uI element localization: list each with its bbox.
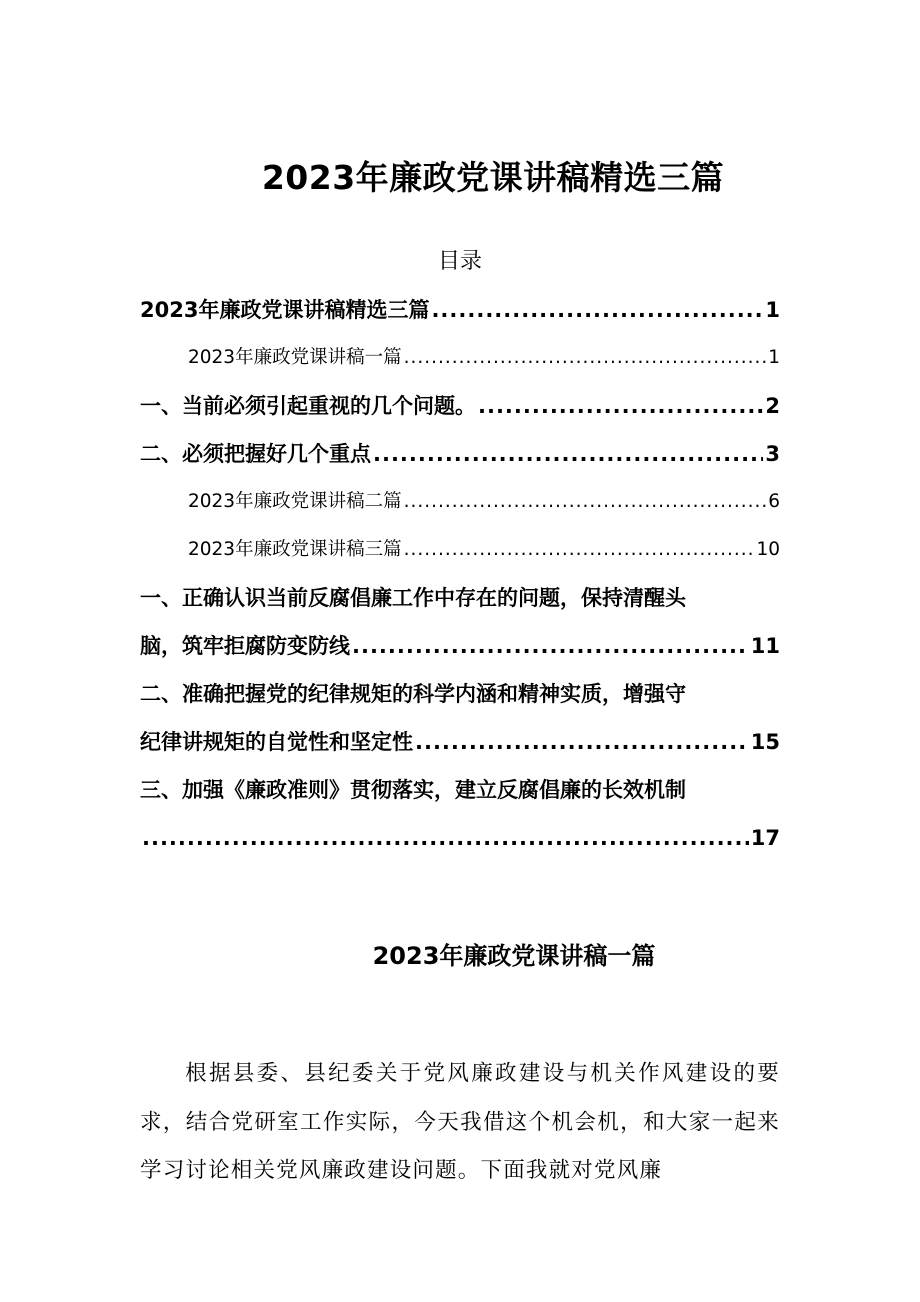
toc-entry[interactable] [140,438,780,470]
toc-dot-leader [404,534,755,566]
body-text [140,1050,780,1196]
toc-entry-text: 2023年廉政党课讲稿三篇 [188,539,402,560]
toc-dot-leader [352,630,749,662]
toc-entry[interactable] [140,726,780,758]
toc-entry[interactable] [140,486,780,518]
toc-entry-text: 一、正确认识当前反腐倡廉工作中存在的问题，保持清醒头 [140,586,686,610]
toc-entry[interactable] [140,390,780,422]
toc-page-number: 11 [750,634,780,658]
toc-entry-line1[interactable] [140,582,780,614]
toc-page-number: 15 [750,730,780,754]
toc-page-number: 6 [768,491,780,512]
toc-entry-line1[interactable] [140,774,780,806]
toc-entry[interactable] [140,630,780,662]
toc-entry-text: 2023年廉政党课讲稿二篇 [188,491,402,512]
toc-entry-text: 脑，筑牢拒腐防变防线 [140,634,350,658]
toc-entry-text: 2023年廉政党课讲稿精选三篇 [140,298,430,322]
toc-dot-leader [404,486,767,518]
toc-entry-text: 三、加强《廉政准则》贯彻落实，建立反腐倡廉的长效机制 [140,778,686,802]
body-paragraph: 根据县委、县纪委关于党风廉政建设与机关作风建设的要求，结合党研室工作实际，今天我借这个机会机，和大家一起来学习讨论相关党风廉政建设问题。下面我就对党风廉 [140,1061,780,1183]
toc-dot-leader [373,438,763,470]
toc-page-number: 17 [750,826,780,850]
toc-entry[interactable] [140,534,780,566]
toc-dot-leader [404,342,767,374]
toc-entry-line1[interactable] [140,678,780,710]
document-title: 2023年廉政党课讲稿精选三篇 [261,158,725,197]
toc-page-number: 3 [765,442,780,466]
toc-entry[interactable] [140,822,780,854]
toc-entry-text: 纪律讲规矩的自觉性和坚定性 [140,730,413,754]
toc-entry-text: 2023年廉政党课讲稿一篇 [188,347,402,368]
toc-page-number: 10 [756,539,780,560]
toc-heading: 目录 [437,249,482,274]
toc-page-number: 1 [768,347,780,368]
toc-entry-text: 一、当前必须引起重视的几个问题。 [140,394,476,418]
toc-entry-text: 二、必须把握好几个重点 [140,442,371,466]
toc-page-number: 1 [765,298,780,322]
toc-dot-leader [431,294,763,326]
toc-entry[interactable] [140,342,780,374]
toc-dot-leader [478,390,763,422]
toc-page-number: 2 [765,394,780,418]
toc-dot-leader [142,822,749,854]
toc-dot-leader [415,726,749,758]
toc-entry[interactable] [140,294,780,326]
section-title: 2023年廉政党课讲稿一篇 [372,942,656,970]
toc-entry-text: 二、准确把握党的纪律规矩的科学内涵和精神实质，增强守 [140,682,686,706]
